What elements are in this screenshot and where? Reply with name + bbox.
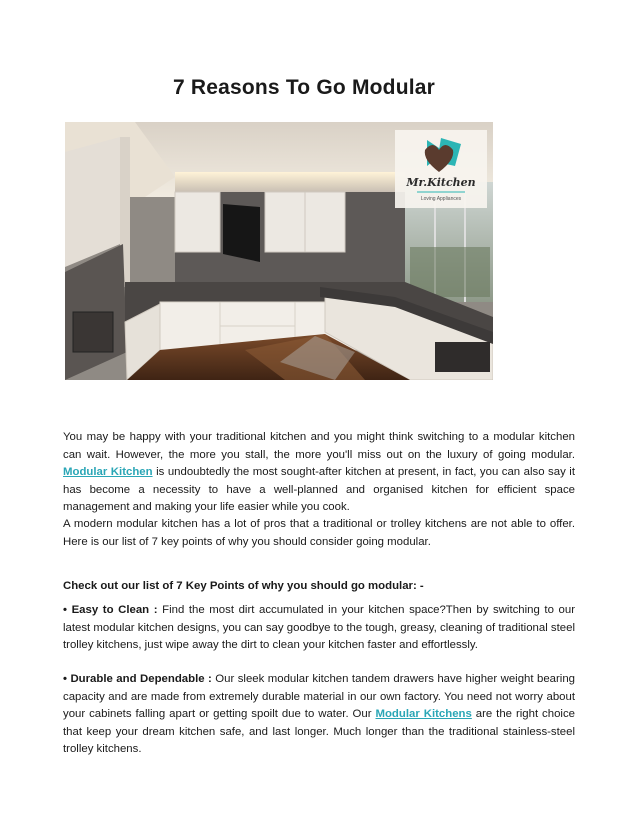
mr-kitchen-logo — [395, 130, 487, 208]
point-heading: • Easy to Clean : — [63, 604, 163, 616]
logo-name: Mr.Kitchen — [406, 176, 476, 189]
point-text: Find the most dirt accumulated in your kitchen space?Then by switching to our latest modular kitchen designs, you can say goodbye to the tough, greasy, cleaning of traditional steel trolley kitchens, just wipe away the dirt to clean your kitchen faster and effortlessly. — [63, 604, 575, 652]
point-text-1: Our sleek modular kitchen tandem drawers have higher weight bearing capacity and are made from extremely durable material in our own factory. You need not worry about your cabinets falling apart or getting spoilt due to water. Our — [63, 673, 575, 721]
pros-paragraph: A modern modular kitchen has a lot of pros that a traditional or trolley kitchens are not able to offer. Here is our list of 7 key points of why you should consider going modular. — [63, 518, 575, 548]
intro-text-1: You may be happy with your traditional kitchen and you might think switching to a modular kitchen can wait. However, the more you stall, the more you'll miss out on the luxury of going modular. — [63, 431, 575, 461]
kitchen-photo — [65, 122, 493, 380]
modular-kitchen-link[interactable]: Modular Kitchen — [63, 466, 153, 479]
modular-kitchens-link[interactable]: Modular Kitchens — [375, 708, 472, 721]
checklist-heading: Check out our list of 7 Key Points of why you should go modular: - — [63, 580, 424, 592]
point-durable-and-dependable — [63, 671, 575, 759]
point-text-2: are the right choice that keep your dream kitchen safe, and last longer. Much longer than the traditional stainless-steel trolley kitchens. — [63, 708, 575, 756]
point-easy-to-clean — [63, 602, 575, 655]
intro-paragraph — [63, 429, 575, 517]
page-title: 7 Reasons To Go Modular — [172, 76, 436, 99]
intro-text-2: is undoubtedly the most sought-after kitchen at present, in fact, you can also say it has become a necessity to have a well-planned and organised kitchen for efficient space management and making your life easier while you cook. — [63, 466, 575, 514]
logo-tagline: Loving Appliances — [420, 196, 462, 202]
point-heading: • Durable and Dependable : — [63, 673, 216, 685]
